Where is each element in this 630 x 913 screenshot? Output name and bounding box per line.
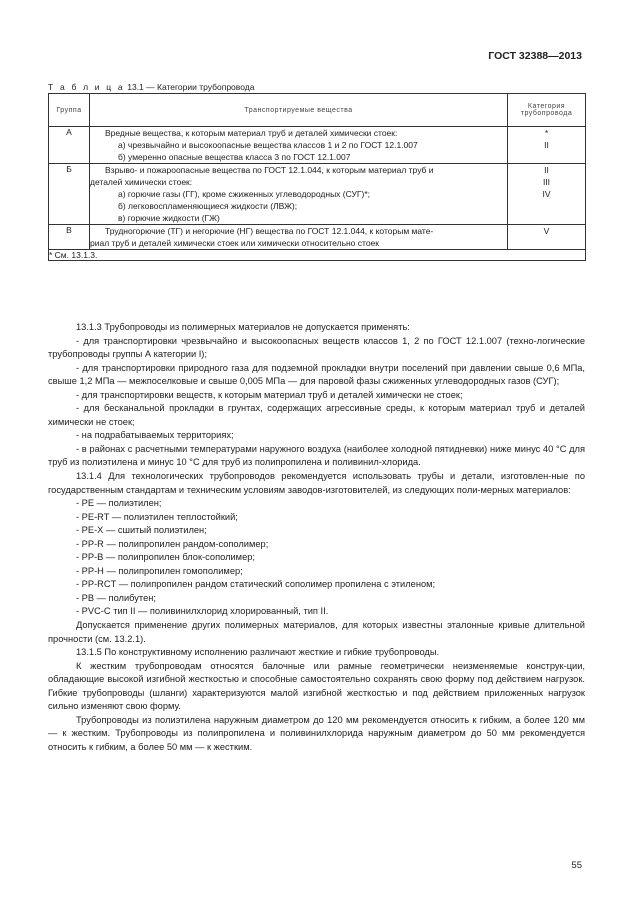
row-b-line-2: деталей химически стоек: bbox=[90, 177, 193, 187]
document-header: ГОСТ 32388—2013 bbox=[488, 50, 582, 62]
row-a-description bbox=[90, 127, 508, 164]
material-item: - PP-B — полипропилен блок-сополимер; bbox=[76, 552, 256, 563]
category-table bbox=[48, 93, 586, 261]
row-a-category-2: II bbox=[544, 140, 549, 150]
row-b-line-3: а) горючие газы (ГГ), кроме сжиженных углеводородных (СУГ)*; bbox=[118, 189, 370, 199]
material-item: - PP-H — полипропилен гомополимер; bbox=[76, 565, 243, 576]
header-category-line-1: Категория bbox=[527, 103, 566, 110]
row-b-category-1: II bbox=[544, 165, 549, 175]
header-category bbox=[508, 94, 586, 127]
paragraph-13-1-3: 13.1.3 Трубопроводы из полимерных материалов не допускается применять: bbox=[76, 322, 410, 332]
row-v-line-1: Трудногорючие (ТГ) и негорючие (НГ) вещества по ГОСТ 12.1.044, к которым мате- bbox=[105, 226, 434, 236]
paragraph-other-materials: Допускается применение других полимерных материалов, для которых известны эталонные кривые длительной прочности (см. 13.2.1). bbox=[48, 620, 585, 644]
row-a-line-1: Вредные вещества, к которым материал труб и деталей химически стоек: bbox=[105, 128, 398, 138]
material-item: - PB — полибутен; bbox=[76, 592, 156, 603]
table-caption bbox=[48, 82, 254, 92]
row-a-category bbox=[508, 127, 586, 164]
header-substances: Транспортируемые вещества bbox=[90, 94, 508, 127]
table-footnote: * См. 13.1.3. bbox=[49, 250, 586, 261]
page-number: 55 bbox=[571, 860, 582, 871]
row-b-category bbox=[508, 164, 586, 225]
material-item: - PE-RT — полиэтилен теплостойкий; bbox=[76, 511, 238, 522]
paragraph-rigid-pipes: К жестким трубопроводам относятся балочные или рамные геометрически неизменяемые конструк-ции, обладающие высокой изгибной жесткостью и способные самостоятельно сохранять свою форму под действием нагрузок. Гибкие трубопроводы (шланги) характеризуются малой изгибной жесткостью и под действием приложенных нагрузок сильно изменяют свою форму. bbox=[48, 660, 585, 712]
list-item: - для транспортировки чрезвычайно и высокоопасных веществ классов 1, 2 по ГОСТ 12.1.007 (техно-логические трубопроводы группы А категории I); bbox=[48, 335, 585, 360]
material-item: - PVC-C тип II — поливинилхлорид хлорированный, тип II. bbox=[76, 606, 329, 617]
row-a-line-3: б) умеренно опасные вещества класса 3 по ГОСТ 12.1.007 bbox=[118, 152, 351, 162]
row-a-category-1: * bbox=[544, 128, 549, 138]
body-text bbox=[48, 321, 585, 755]
row-b-line-4: б) легковоспламеняющиеся жидкости (ЛВЖ); bbox=[118, 201, 298, 211]
list-item: - в районах с расчетными температурами наружного воздуха (наиболее холодной пятидневки) ниже минус 40 °С для труб из полиэтилена и минус 10 °С для труб из полипропилена и поливинил-хлорида. bbox=[48, 443, 585, 468]
row-v-category bbox=[508, 225, 586, 250]
list-item: - для транспортировки веществ, к которым материал труб и деталей химически не стоек; bbox=[76, 389, 463, 400]
table-caption-text: 13.1 — Категории трубопровода bbox=[124, 82, 255, 92]
material-item: - PP-RCT — полипропилен рандом статический сополимер пропилена с этиленом; bbox=[76, 579, 436, 590]
material-item: - PE-X — сшитый полиэтилен; bbox=[76, 525, 207, 536]
material-item: - PE — полиэтилен; bbox=[76, 498, 162, 509]
table-footnote-row bbox=[49, 250, 586, 261]
header-group: Группа bbox=[49, 94, 90, 127]
list-item: - на подрабатываемых территориях; bbox=[76, 430, 234, 441]
table-row-v bbox=[49, 225, 586, 250]
table-header-row bbox=[49, 94, 586, 127]
list-item: - для бесканальной прокладки в грунтах, содержащих агрессивные среды, к которым материал труб и деталей химически не стоек; bbox=[48, 403, 585, 427]
row-b-category-3: IV bbox=[542, 189, 551, 199]
header-category-line-2: трубопровода bbox=[520, 110, 573, 117]
row-b-category-2: III bbox=[542, 177, 551, 187]
row-v-description bbox=[90, 225, 508, 250]
paragraph-13-1-5: 13.1.5 По конструктивному исполнению различают жесткие и гибкие трубопроводы. bbox=[76, 647, 440, 658]
table-row-a bbox=[49, 127, 586, 164]
row-v-group: В bbox=[49, 225, 90, 250]
row-b-description bbox=[90, 164, 508, 225]
row-a-line-2: а) чрезвычайно и высокоопасные вещества классов 1 и 2 по ГОСТ 12.1.007 bbox=[118, 140, 418, 150]
row-v-category-1: V bbox=[543, 226, 550, 236]
row-b-group: Б bbox=[49, 164, 90, 225]
row-a-group: А bbox=[49, 127, 90, 164]
row-b-line-1: Взрыво- и пожароопасные вещества по ГОСТ 12.1.044, к которым материал труб и bbox=[105, 165, 434, 175]
material-item: - PP-R — полипропилен рандом-сополимер; bbox=[76, 538, 269, 549]
table-caption-prefix: Т а б л и ц а bbox=[48, 82, 125, 92]
row-b-line-5: в) горючие жидкости (ГЖ) bbox=[118, 213, 220, 223]
list-item: - для транспортировки природного газа для подземной прокладки внутри поселений при давлении свыше 0,6 МПа, свыше 1,2 МПа — межпоселковые и свыше 0,005 МПа — для паровой фазы сжиженных углеводородных газов (СУГ); bbox=[48, 362, 585, 387]
table-row-b bbox=[49, 164, 586, 225]
paragraph-13-1-4: 13.1.4 Для технологических трубопроводов рекомендуется использовать трубы и детали, изготовлен-ные по государственным стандартам и техническим условиям заводов-изготовителей, из следующих поли-мерных материалов: bbox=[48, 471, 585, 495]
paragraph-diameters: Трубопроводы из полиэтилена наружным диаметром до 120 мм рекомендуется относить к гибким, а более 120 мм — к жестким. Трубопроводы из полипропилена и поливинилхлорида наружным диаметром до 50 мм рекомендуется относить к гибким, а более 50 мм — к жестким. bbox=[48, 714, 585, 752]
row-v-line-2: риал труб и деталей химически стоек или химически относительно стоек bbox=[90, 238, 379, 248]
